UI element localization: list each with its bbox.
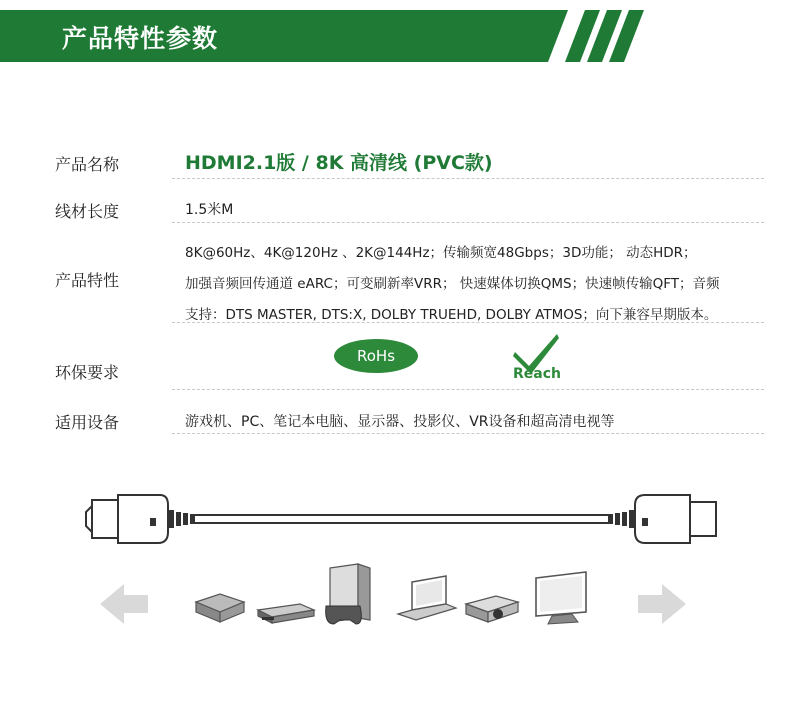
laptop-icon	[398, 576, 456, 620]
projector-icon	[466, 596, 518, 622]
dvd-player-icon	[258, 604, 314, 623]
label-length: 线材长度	[55, 202, 120, 221]
page-title: 产品特性参数	[62, 24, 219, 53]
label-devices: 适用设备	[55, 413, 120, 432]
cable-illustration	[0, 480, 790, 640]
label-features: 产品特性	[55, 271, 120, 290]
monitor-icon	[536, 572, 586, 624]
rohs-badge: RoHs	[334, 339, 418, 373]
arrow-left-icon	[100, 584, 148, 624]
arrow-right-icon	[638, 584, 686, 624]
divider	[172, 322, 764, 323]
features-text	[185, 238, 770, 331]
reach-label: Reach	[513, 366, 561, 382]
feature-line: 加强音频回传通道 eARC；可变刷新率VRR； 快速媒体切换QMS；快速帧传输QFT；音频	[185, 276, 720, 292]
feature-line: 支持：DTS MASTER, DTS:X, DOLBY TRUEHD, DOLBY ATMOS；向下兼容早期版本。	[185, 307, 718, 323]
set-top-box-icon	[196, 594, 244, 622]
divider	[172, 222, 764, 223]
game-console-icon	[326, 564, 370, 624]
length-value: 1.5米M	[185, 202, 234, 218]
product-name: HDMI2.1版 / 8K 高清线 (PVC款)	[185, 152, 493, 174]
divider	[172, 178, 764, 179]
label-product-name: 产品名称	[55, 155, 120, 174]
divider	[172, 433, 764, 434]
feature-line: 8K@60Hz、4K@120Hz 、2K@144Hz；传输频宽48Gbps；3D功能； 动态HDR；	[185, 245, 697, 261]
header-banner	[0, 10, 790, 62]
devices-value: 游戏机、PC、笔记本电脑、显示器、投影仪、VR设备和超高清电视等	[185, 414, 615, 430]
divider	[172, 389, 764, 390]
label-environment: 环保要求	[55, 363, 120, 382]
hdmi-cable-icon	[86, 495, 716, 543]
